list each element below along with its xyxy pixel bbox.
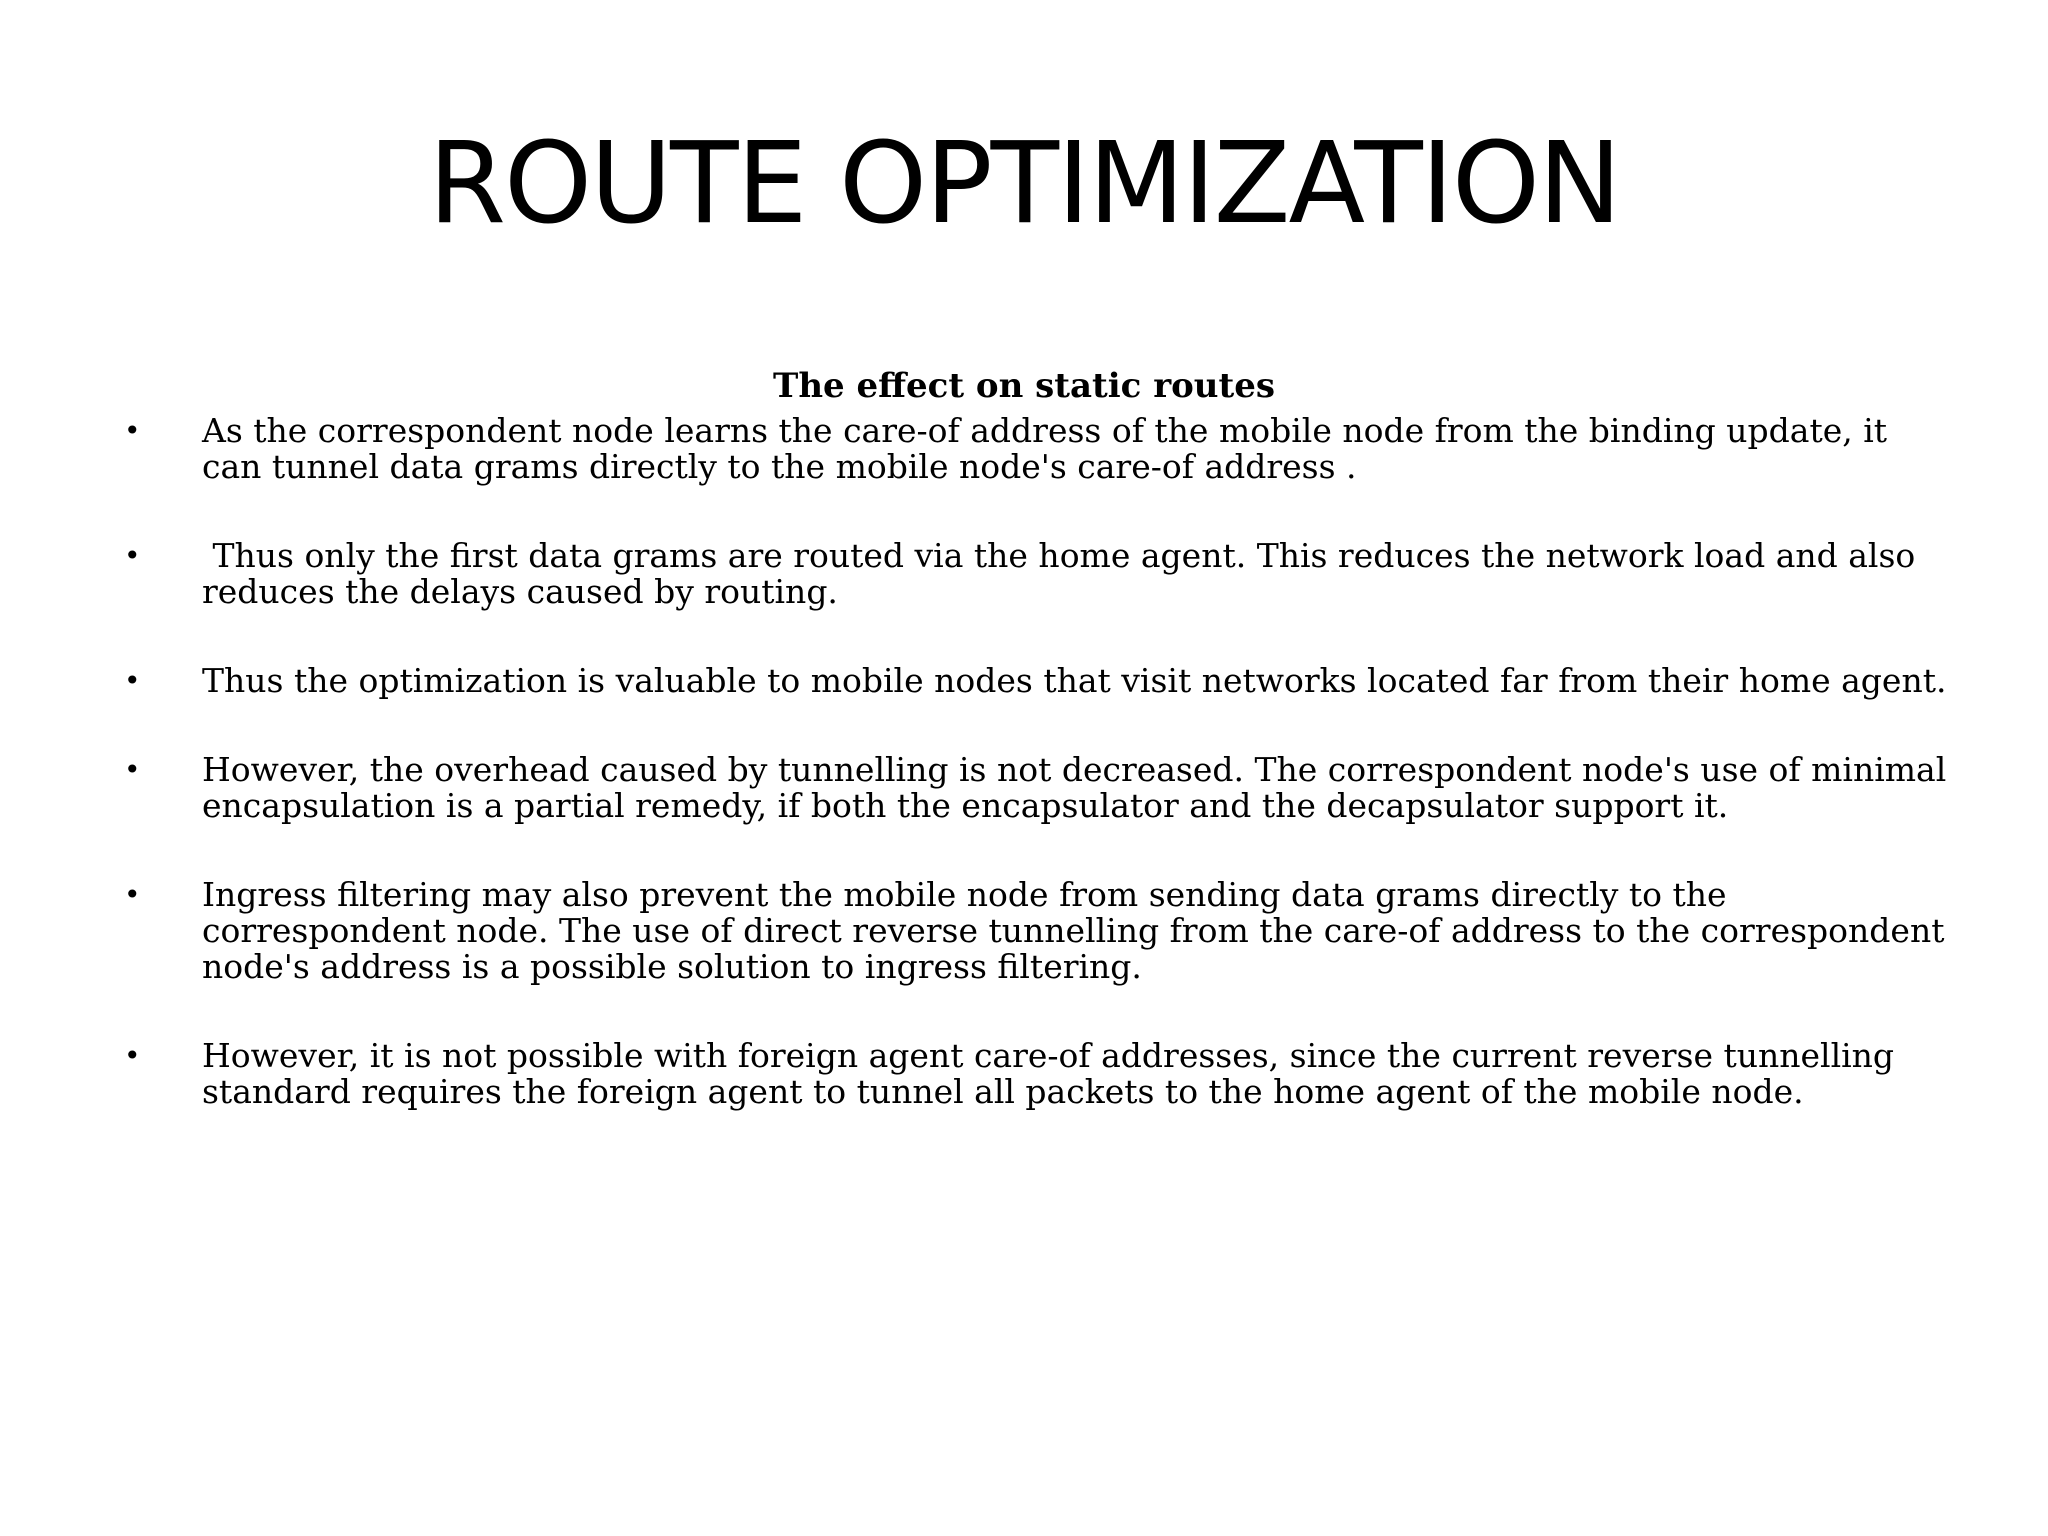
bullet-list	[118, 411, 1957, 1163]
bullet-icon: •	[124, 1039, 141, 1072]
slide-title: ROUTE OPTIMIZATION	[428, 119, 1620, 249]
bullet-icon: •	[124, 539, 141, 572]
bullet-text: However, the overhead caused by tunnelling is not decreased. The correspondent node's use of minimal encapsulation is a partial remedy, if both the encapsulator and the decapsulator support it.	[202, 750, 1957, 825]
bullet-item	[118, 663, 1948, 699]
bullet-icon: •	[124, 878, 141, 911]
bullet-item	[118, 875, 1955, 986]
bullet-text: Thus only the first data grams are routed via the home agent. This reduces the network load and also reduces the delays caused by routing.	[202, 536, 1926, 611]
bullet-icon: •	[124, 753, 141, 786]
bullet-text: Ingress filtering may also prevent the mobile node from sending data grams directly to the correspondent node. The use of direct reverse tunnelling from the care-of address to the correspondent node's address is a possible solution to ingress filtering.	[202, 875, 1955, 986]
bullet-text: As the correspondent node learns the care-of address of the mobile node from the binding update, it can tunnel data grams directly to the mobile node's care-of address .	[202, 411, 1898, 486]
section-subheading: The effect on static routes	[773, 366, 1275, 406]
bullet-item	[118, 1038, 1948, 1110]
bullet-icon: •	[124, 414, 141, 447]
bullet-item	[118, 413, 1948, 485]
bullet-text: Thus the optimization is valuable to mobile nodes that visit networks located far from their home agent.	[202, 661, 1947, 700]
bullet-icon: •	[124, 664, 141, 697]
bullet-item	[118, 538, 1948, 610]
bullet-text: However, it is not possible with foreign agent care-of addresses, since the current reverse tunnelling standard requires the foreign agent to tunnel all packets to the home agent of the mobile node.	[202, 1036, 1905, 1111]
bullet-item	[118, 750, 1957, 825]
